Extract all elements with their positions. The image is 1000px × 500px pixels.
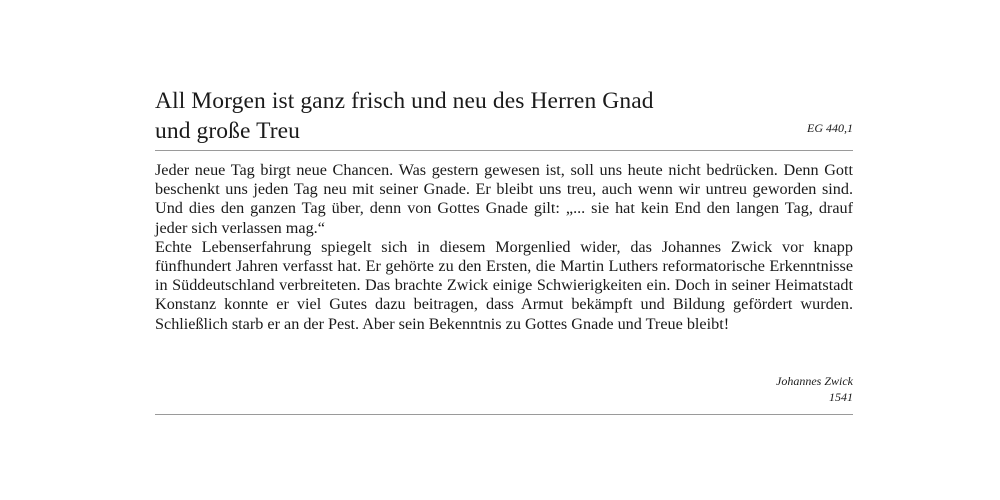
paragraph-1: Jeder neue Tag birgt neue Chancen. Was gestern gewesen ist, soll uns heute nicht bedrücken. Denn Gott beschenkt uns jeden Tag neu mit seiner Gnade. Er bleibt uns treu, auch wenn wir untreu geworden sind. Und dies den ganzen Tag über, denn von Gottes Gnade gilt: „... sie hat kein End den langen Tag, drauf jeder sich verlassen mag.“ [155,161,853,237]
title-line-2: und große Treu [155,118,301,144]
attribution [776,373,853,405]
header [155,86,853,146]
top-divider [155,150,853,151]
hymn-reference: EG 440,1 [807,121,853,135]
page-title [155,86,853,146]
title-line-1: All Morgen ist ganz frisch und neu des Herren Gnad [155,88,654,114]
bottom-divider [155,414,853,415]
author-year: 1541 [829,390,853,404]
paragraph-2: Echte Lebenserfahrung spiegelt sich in diesem Morgenlied wider, das Johannes Zwick vor knapp fünfhundert Jahren verfasst hat. Er gehörte zu den Ersten, die Martin Luthers reformatorische Erkenntnisse in Süddeutschland verbreiteten. Das brachte Zwick einige Schwierigkeiten ein. Doch in seiner Heimatstadt Konstanz konnte er viel Gutes dazu beitragen, dass Armut bekämpft und Bildung gefördert wurden. Schließlich starb er an der Pest. Aber sein Bekenntnis zu Gottes Gnade und Treue bleibt! [155,237,853,333]
author-name: Johannes Zwick [776,374,853,388]
body-text [155,161,853,334]
